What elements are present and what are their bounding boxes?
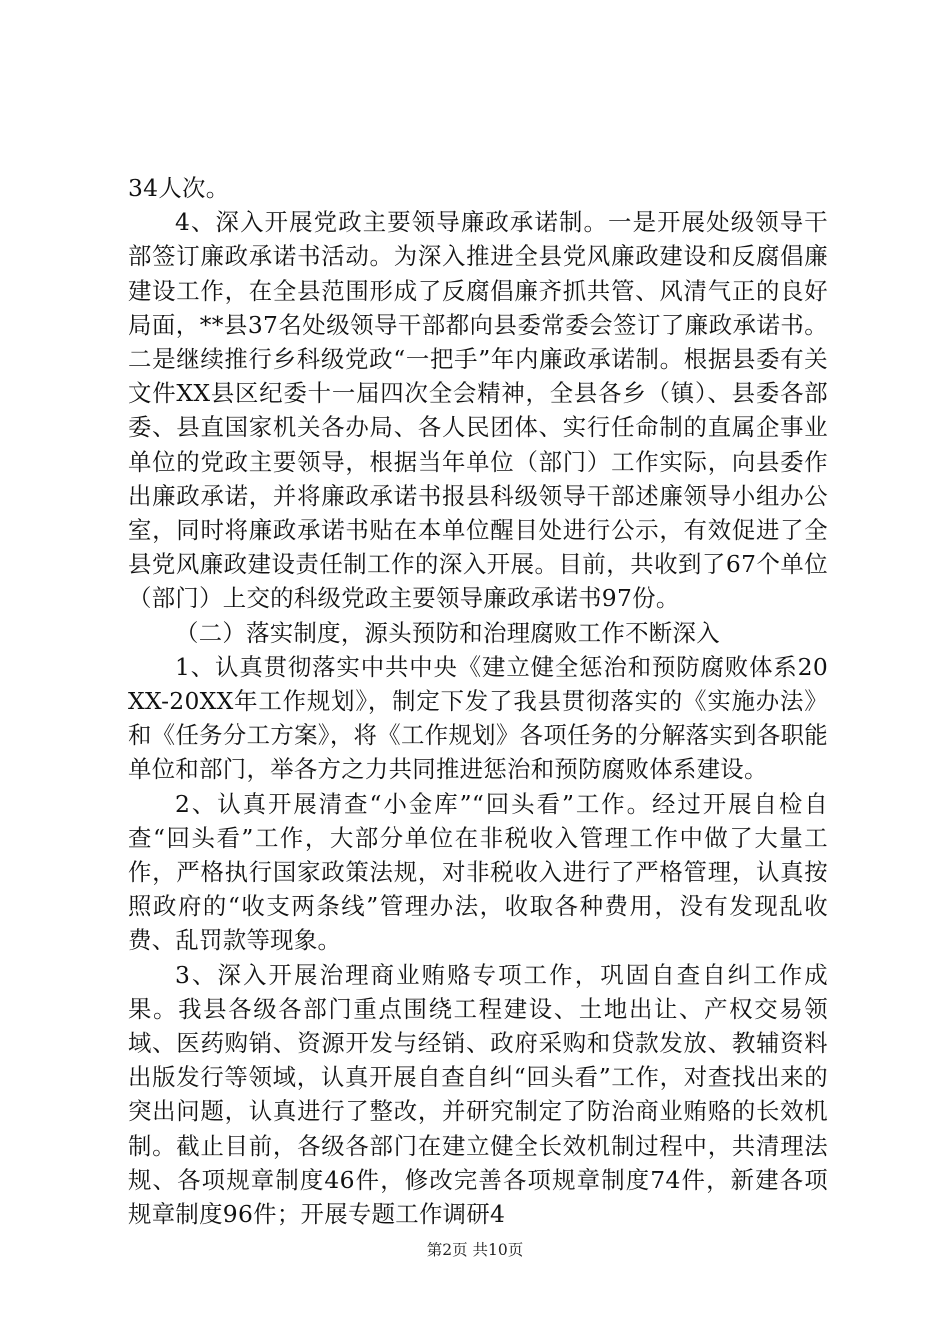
section-heading: （二）落实制度，源头预防和治理腐败工作不断深入 (175, 618, 720, 647)
document-body (128, 171, 828, 1231)
paragraph-commercial-bribery: 3、深入开展治理商业贿赂专项工作，巩固自查自纠工作成果。我县各级各部门重点围绕工程建设、土地出让、产权交易领域、医药购销、资源开发与经销、政府采购和贷款发放、教辅资料出版发行等领域，认真开展自查自纠“回头看”工作，对查找出来的突出问题，认真进行了整改，并研究制定了防治商业贿赂的长效机制。截止目前，各级各部门在建立健全长效机制过程中，共清理法规、各项规章制度46件，修改完善各项规章制度74件，新建各项规章制度96件；开展专题工作调研4 (128, 960, 828, 1229)
paragraph-continuation: 34人次。 (128, 174, 230, 202)
paragraph-work-plan: 1、认真贯彻落实中共中央《建立健全惩治和预防腐败体系20XX-20XX年工作规划》，制定下发了我县贯彻落实的《实施办法》和《任务分工方案》，将《工作规划》各项任务的分解落实到各职能单位和部门，举各方之力共同推进惩治和预防腐败体系建设。 (128, 652, 828, 784)
page-footer: 第2页 共10页 (426, 1241, 524, 1259)
paragraph-small-treasury: 2、认真开展清查“小金库”“回头看”工作。经过开展自检自查“回头看”工作，大部分单位在非税收入管理工作中做了大量工作，严格执行国家政策法规，对非税收入进行了严格管理，认真按照政府的“收支两条线”管理办法，收取各种费用，没有发现乱收费、乱罚款等现象。 (128, 789, 828, 955)
paragraph-commitment-system: 4、深入开展党政主要领导廉政承诺制。一是开展处级领导干部签订廉政承诺书活动。为深入推进全县党风廉政建设和反腐倡廉建设工作，在全县范围形成了反腐倡廉齐抓共管、风清气正的良好局面，**县37名处级领导干部都向县委常委会签订了廉政承诺书。二是继续推行乡科级党政“一把手”年内廉政承诺制。根据县委有关文件XX县区纪委十一届四次全会精神，全县各乡（镇）、县委各部委、县直国家机关各办局、各人民团体、实行任命制的直属企事业单位的党政主要领导，根据当年单位（部门）工作实际，向县委作出廉政承诺，并将廉政承诺书报县科级领导干部述廉领导小组办公室，同时将廉政承诺书贴在本单位醒目处进行公示，有效促进了全县党风廉政建设责任制工作的深入开展。目前，共收到了67个单位（部门）上交的科级党政主要领导廉政承诺书97份。 (128, 208, 828, 613)
